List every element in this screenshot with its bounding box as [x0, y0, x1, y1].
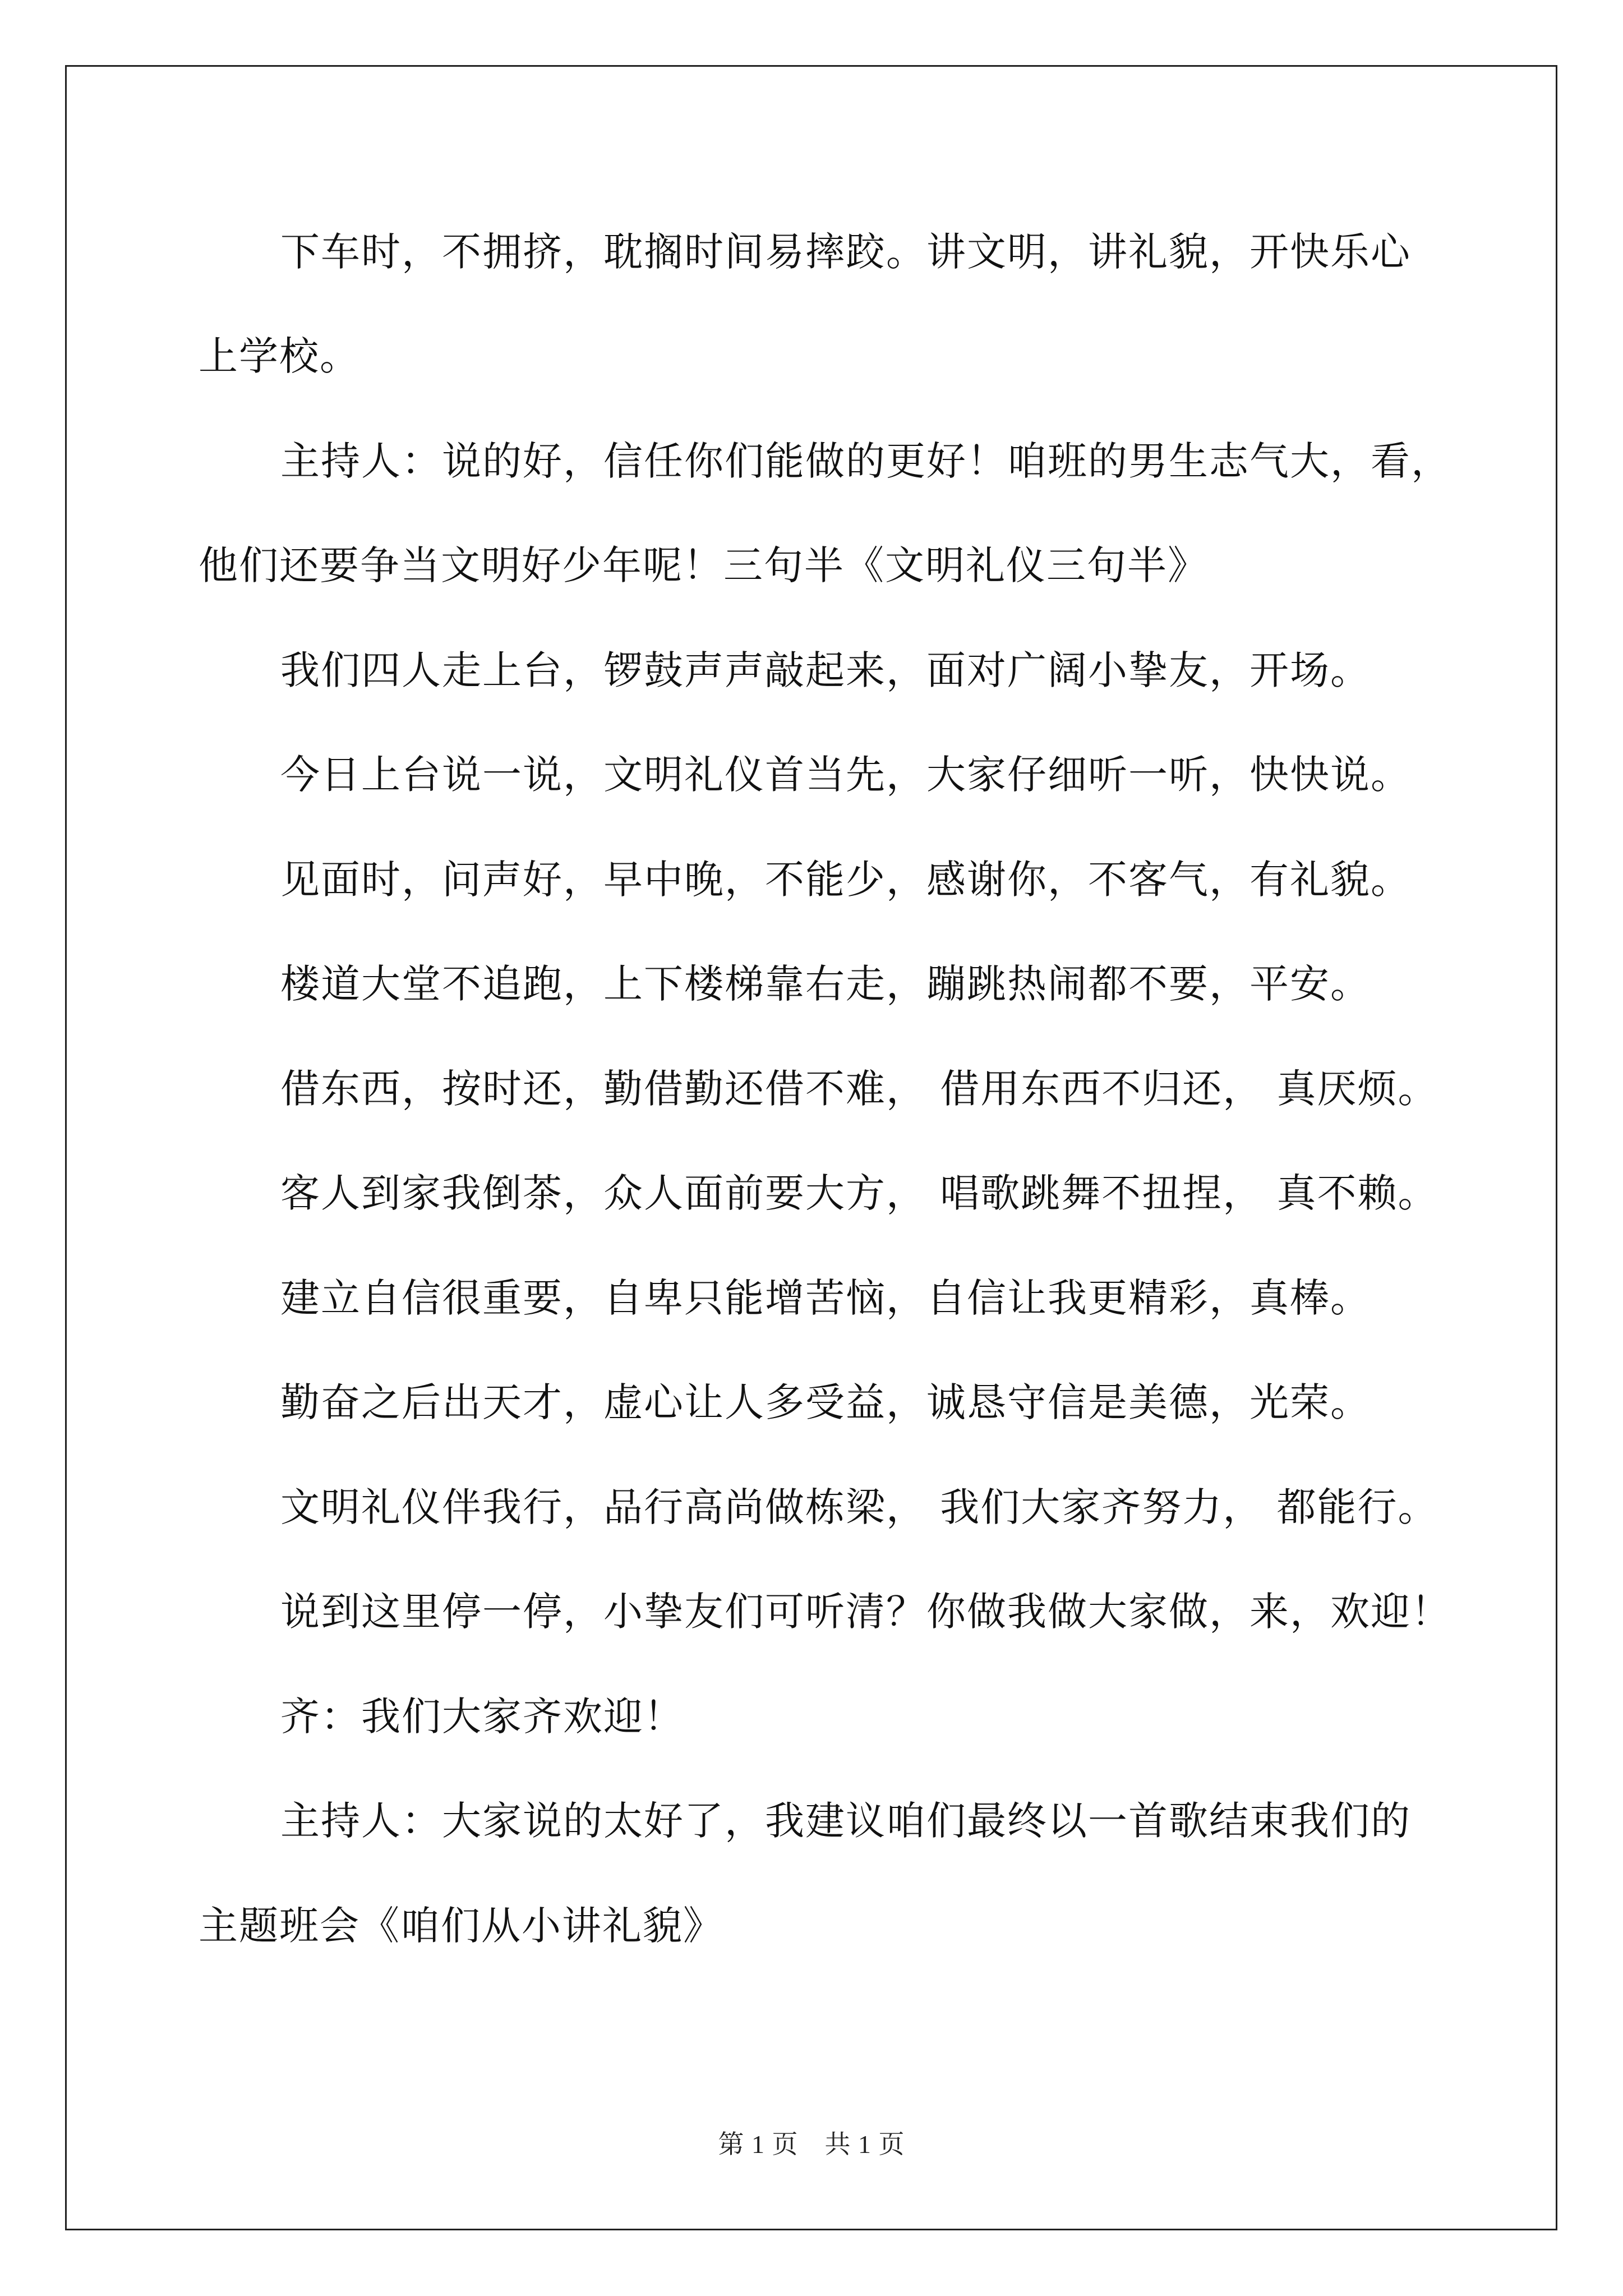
- text-line: 我们四人走上台，锣鼓声声敲起来，面对广阔小挚友，开场。: [280, 647, 1371, 693]
- text-line: 借东西，按时还，勤借勤还借不难， 借用东西不归还， 真厌烦。: [280, 1066, 1438, 1112]
- text-line: 楼道大堂不追跑，上下楼梯靠右走，蹦跳热闹都不要，平安。: [280, 961, 1371, 1007]
- text-line: 他们还要争当文明好少年呢！三句半《文明礼仪三句半》: [199, 542, 1208, 588]
- text-line: 上学校。: [199, 333, 360, 379]
- text-line: 说到这里停一停，小挚友们可听清？你做我做大家做，来，欢迎！: [280, 1589, 1451, 1635]
- text-line: 主持人：说的好，信任你们能做的更好！咱班的男生志气大，看，: [280, 438, 1451, 484]
- page-footer: 第 1 页 共 1 页: [718, 2130, 905, 2159]
- text-line: 齐：我们大家齐欢迎！: [280, 1694, 684, 1740]
- text-line: 主题班会《咱们从小讲礼貌》: [199, 1903, 723, 1949]
- text-line: 见面时，问声好，早中晚，不能少，感谢你，不客气，有礼貌。: [280, 857, 1411, 903]
- text-line: 勤奋之后出天才，虚心让人多受益，诚恳守信是美德，光荣。: [280, 1379, 1371, 1425]
- text-line: 下车时，不拥挤，耽搁时间易摔跤。讲文明，讲礼貌，开快乐心: [280, 229, 1411, 275]
- text-line: 文明礼仪伴我行，品行高尚做栋梁， 我们大家齐努力， 都能行。: [280, 1484, 1438, 1530]
- text-line: 今日上台说一说，文明礼仪首当先，大家仔细听一听，快快说。: [280, 752, 1411, 798]
- text-line: 客人到家我倒茶，众人面前要大方， 唱歌跳舞不扭捏， 真不赖。: [280, 1170, 1438, 1216]
- text-line: 建立自信很重要，自卑只能增苦恼，自信让我更精彩，真棒。: [280, 1275, 1371, 1321]
- text-line: 主持人：大家说的太好了，我建议咱们最终以一首歌结束我们的: [280, 1798, 1411, 1844]
